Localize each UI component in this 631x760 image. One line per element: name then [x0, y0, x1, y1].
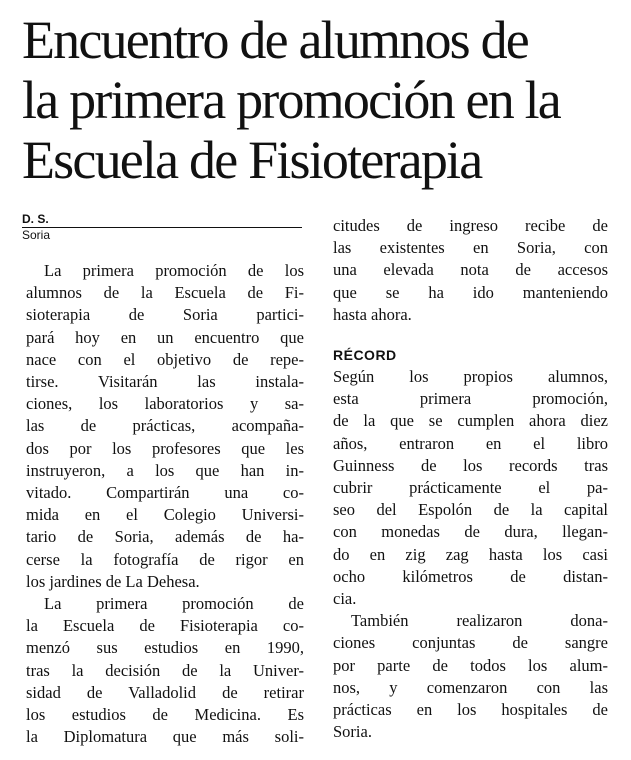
- text-line: las existentes en Soria, con: [333, 238, 608, 258]
- article-headline: [22, 10, 622, 190]
- text-line: tario de Soria, además de ha-: [26, 527, 304, 547]
- text-line: prácticas en los hospitales de: [333, 700, 608, 720]
- text-line: con monedas de dura, llegan-: [333, 522, 608, 542]
- author: D. S.: [22, 212, 49, 226]
- byline: [22, 212, 302, 242]
- headline-line: la primera promoción en la: [22, 70, 560, 130]
- text-line: Soria.: [333, 722, 372, 742]
- section-title: RÉCORD: [333, 347, 397, 364]
- text-line: de la que se cumplen ahora diez: [333, 411, 608, 431]
- text-line: instruyeron, a los que han in-: [26, 460, 304, 480]
- text-line: la Escuela de Fisioterapia co-: [26, 616, 304, 636]
- text-line: menzó sus estudios en 1990,: [26, 638, 304, 658]
- text-line: ciones conjuntas de sangre: [333, 633, 608, 653]
- text-line: las de prácticas, acompaña-: [26, 416, 304, 436]
- text-line: La primera promoción de los: [44, 261, 304, 280]
- text-line: nos, y comenzaron con las: [333, 677, 608, 697]
- text-line: pará hoy en un encuentro que: [26, 327, 304, 347]
- text-line: También realizaron dona-: [351, 611, 608, 631]
- text-line: los estudios de Medicina. Es: [26, 705, 304, 725]
- text-line: años, entraron en el libro: [333, 433, 608, 453]
- text-line: cerse la fotografía de rigor en: [26, 549, 304, 569]
- text-line: tirse. Visitarán las instala-: [26, 372, 304, 392]
- text-line: do en zig zag hasta los casi: [333, 544, 608, 564]
- text-column-1: [26, 260, 304, 748]
- text-line: Guinness de los records tras: [333, 455, 608, 475]
- text-line: una elevada nota de accesos: [333, 260, 608, 280]
- text-line: que se ha ido manteniendo: [333, 282, 608, 302]
- text-line: vitado. Compartirán una co-: [26, 483, 304, 503]
- text-line: esta primera promoción,: [333, 389, 608, 409]
- text-line: la Diplomatura que más soli-: [26, 727, 304, 747]
- text-line: alumnos de la Escuela de Fi-: [26, 283, 304, 303]
- headline-line: Escuela de Fisioterapia: [22, 130, 482, 190]
- text-line: cubrir prácticamente el pa-: [333, 478, 608, 498]
- text-line: ocho kilómetros de distan-: [333, 566, 608, 586]
- text-line: dos por los profesores que les: [26, 438, 304, 458]
- text-line: mida en el Colegio Universi-: [26, 505, 304, 525]
- text-line: hasta ahora.: [333, 304, 412, 324]
- text-line: Según los propios alumnos,: [333, 367, 608, 387]
- location: Soria: [22, 228, 51, 242]
- text-line: nace con el objetivo de repe-: [26, 349, 304, 369]
- text-line: los jardines de La Dehesa.: [26, 571, 200, 591]
- text-line: por parte de todos los alum-: [333, 655, 608, 675]
- text-line: La primera promoción de: [44, 594, 304, 614]
- section-spacer: [333, 326, 608, 344]
- headline-line: Encuentro de alumnos de: [22, 10, 528, 70]
- text-line: cia.: [333, 589, 357, 609]
- text-column-2: [333, 215, 608, 743]
- text-line: sioterapia de Soria partici-: [26, 305, 304, 325]
- text-line: tras la decisión de la Univer-: [26, 660, 304, 680]
- text-line: sidad de Valladolid de retirar: [26, 682, 304, 702]
- text-line: ciones, los laboratorios y sa-: [26, 394, 304, 414]
- text-line: citudes de ingreso recibe de: [333, 216, 608, 235]
- text-line: seo del Espolón de la capital: [333, 500, 608, 520]
